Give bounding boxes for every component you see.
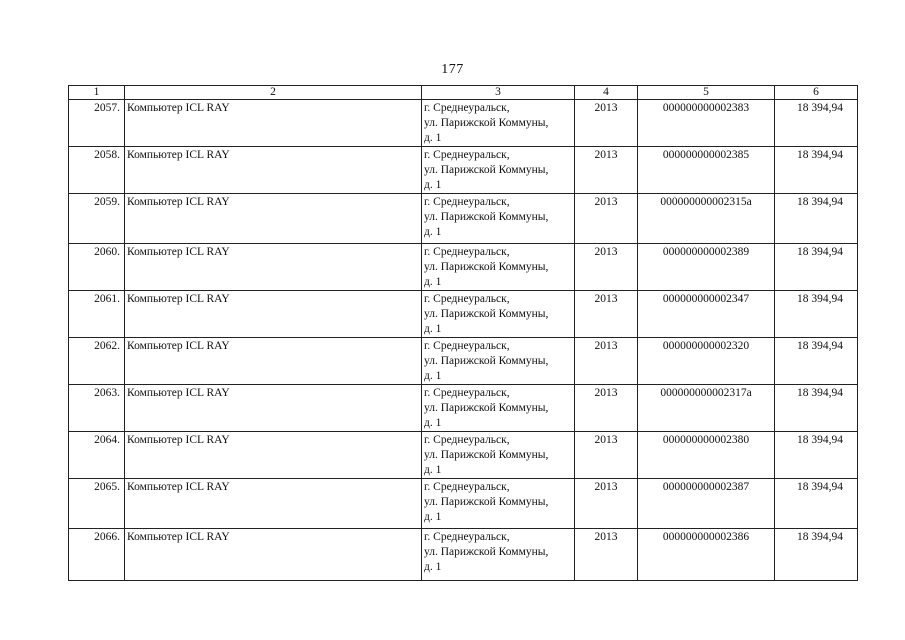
address-block xyxy=(424,338,574,384)
cost-cell xyxy=(775,529,858,581)
row-number-cell-text: 2064. xyxy=(94,434,120,446)
address-line: ул. Парижской Коммуны, xyxy=(424,496,549,508)
inventory-number-cell-text: 000000000002317а xyxy=(660,387,752,399)
cost-cell xyxy=(775,338,858,385)
address-block xyxy=(424,432,574,478)
inventory-number-cell-text: 000000000002385 xyxy=(662,149,750,161)
address-block xyxy=(424,291,574,337)
cost-cell-text: 18 394,94 xyxy=(797,531,843,543)
column-header-6: 6 xyxy=(775,86,858,100)
address-line: ул. Парижской Коммуны, xyxy=(424,308,549,320)
address-line: д. 1 xyxy=(424,464,442,476)
year-cell xyxy=(575,338,638,385)
address-cell xyxy=(422,147,575,194)
inventory-number-cell xyxy=(638,479,775,529)
address-line: д. 1 xyxy=(424,511,442,523)
year-cell-text: 2013 xyxy=(594,196,618,208)
inventory-number-cell xyxy=(638,338,775,385)
cost-cell xyxy=(775,100,858,147)
address-block xyxy=(424,100,574,146)
year-cell xyxy=(575,529,638,581)
row-number-cell-text: 2063. xyxy=(94,387,120,399)
inventory-number-cell-text: 000000000002380 xyxy=(662,434,750,446)
row-number-cell-text: 2065. xyxy=(94,481,120,493)
year-cell xyxy=(575,147,638,194)
item-name-cell xyxy=(125,194,422,244)
address-line: ул. Парижской Коммуны, xyxy=(424,355,549,367)
year-cell-text: 2013 xyxy=(594,481,618,493)
item-name-cell xyxy=(125,291,422,338)
address-cell xyxy=(422,432,575,479)
cost-cell-text: 18 394,94 xyxy=(797,387,843,399)
cost-cell xyxy=(775,291,858,338)
year-cell-text: 2013 xyxy=(594,293,618,305)
address-block xyxy=(424,529,574,575)
year-cell xyxy=(575,194,638,244)
cost-cell-text: 18 394,94 xyxy=(797,340,843,352)
inventory-number-cell xyxy=(638,147,775,194)
table-row xyxy=(69,194,858,244)
inventory-number-cell xyxy=(638,432,775,479)
year-cell xyxy=(575,100,638,147)
item-name-cell xyxy=(125,244,422,291)
address-line: г. Среднеуральск, xyxy=(424,434,510,446)
inventory-number-cell xyxy=(638,291,775,338)
property-table xyxy=(68,85,858,581)
table-row xyxy=(69,479,858,529)
year-cell-text: 2013 xyxy=(594,246,618,258)
address-line: ул. Парижской Коммуны, xyxy=(424,164,549,176)
table-row xyxy=(69,100,858,147)
address-line: г. Среднеуральск, xyxy=(424,102,510,114)
address-block xyxy=(424,479,574,525)
inventory-number-cell xyxy=(638,529,775,581)
inventory-number-cell xyxy=(638,385,775,432)
column-header-1: 1 xyxy=(69,86,125,100)
cost-cell xyxy=(775,147,858,194)
address-line: д. 1 xyxy=(424,561,442,573)
address-cell xyxy=(422,479,575,529)
row-number-cell-text: 2060. xyxy=(94,246,120,258)
address-line: ул. Парижской Коммуны, xyxy=(424,117,549,129)
address-block xyxy=(424,385,574,431)
cost-cell-text: 18 394,94 xyxy=(797,434,843,446)
row-number-cell-text: 2062. xyxy=(94,340,120,352)
year-cell-text: 2013 xyxy=(594,531,618,543)
cost-cell-text: 18 394,94 xyxy=(797,481,843,493)
item-name-cell-text: Компьютер ICL RAY xyxy=(127,196,230,208)
year-cell-text: 2013 xyxy=(594,102,618,114)
item-name-cell-text: Компьютер ICL RAY xyxy=(127,340,230,352)
address-line: г. Среднеуральск, xyxy=(424,149,510,161)
address-cell xyxy=(422,194,575,244)
table-row xyxy=(69,244,858,291)
table-row xyxy=(69,338,858,385)
item-name-cell xyxy=(125,147,422,194)
cost-cell-text: 18 394,94 xyxy=(797,102,843,114)
inventory-number-cell xyxy=(638,244,775,291)
address-line: г. Среднеуральск, xyxy=(424,387,510,399)
address-line: ул. Парижской Коммуны, xyxy=(424,449,549,461)
year-cell-text: 2013 xyxy=(594,149,618,161)
address-block xyxy=(424,244,574,290)
cost-cell xyxy=(775,479,858,529)
address-cell xyxy=(422,100,575,147)
item-name-cell-text: Компьютер ICL RAY xyxy=(127,387,230,399)
column-header-5: 5 xyxy=(638,86,775,100)
item-name-cell-text: Компьютер ICL RAY xyxy=(127,293,230,305)
item-name-cell xyxy=(125,479,422,529)
address-line: ул. Парижской Коммуны, xyxy=(424,211,549,223)
inventory-number-cell-text: 000000000002383 xyxy=(662,102,750,114)
table-row xyxy=(69,147,858,194)
year-cell-text: 2013 xyxy=(594,340,618,352)
item-name-cell xyxy=(125,432,422,479)
address-block xyxy=(424,147,574,193)
address-cell xyxy=(422,338,575,385)
cost-cell-text: 18 394,94 xyxy=(797,149,843,161)
address-line: д. 1 xyxy=(424,323,442,335)
item-name-cell-text: Компьютер ICL RAY xyxy=(127,246,230,258)
inventory-number-cell xyxy=(638,100,775,147)
item-name-cell xyxy=(125,100,422,147)
column-header-3: 3 xyxy=(422,86,575,100)
row-number-cell xyxy=(69,529,125,581)
item-name-cell xyxy=(125,338,422,385)
inventory-number-cell-text: 000000000002320 xyxy=(662,340,750,352)
table-row xyxy=(69,529,858,581)
address-line: г. Среднеуральск, xyxy=(424,340,510,352)
address-cell xyxy=(422,244,575,291)
year-cell xyxy=(575,432,638,479)
cost-cell-text: 18 394,94 xyxy=(797,196,843,208)
item-name-cell-text: Компьютер ICL RAY xyxy=(127,102,230,114)
item-name-cell xyxy=(125,385,422,432)
cost-cell-text: 18 394,94 xyxy=(797,293,843,305)
row-number-cell-text: 2059. xyxy=(94,196,120,208)
cost-cell xyxy=(775,385,858,432)
address-line: г. Среднеуральск, xyxy=(424,293,510,305)
address-line: д. 1 xyxy=(424,276,442,288)
address-line: г. Среднеуральск, xyxy=(424,531,510,543)
item-name-cell xyxy=(125,529,422,581)
item-name-cell-text: Компьютер ICL RAY xyxy=(127,434,230,446)
row-number-cell xyxy=(69,194,125,244)
address-line: д. 1 xyxy=(424,132,442,144)
row-number-cell xyxy=(69,147,125,194)
table-row xyxy=(69,432,858,479)
inventory-number-cell-text: 000000000002386 xyxy=(662,531,750,543)
row-number-cell xyxy=(69,100,125,147)
table-header-row xyxy=(69,86,858,100)
address-line: г. Среднеуральск, xyxy=(424,246,510,258)
item-name-cell-text: Компьютер ICL RAY xyxy=(127,149,230,161)
year-cell xyxy=(575,244,638,291)
row-number-cell-text: 2057. xyxy=(94,102,120,114)
page-number: 177 xyxy=(441,62,464,77)
row-number-cell xyxy=(69,338,125,385)
address-line: г. Среднеуральск, xyxy=(424,481,510,493)
row-number-cell-text: 2058. xyxy=(94,149,120,161)
address-line: д. 1 xyxy=(424,417,442,429)
row-number-cell-text: 2066. xyxy=(94,531,120,543)
row-number-cell xyxy=(69,244,125,291)
address-line: д. 1 xyxy=(424,179,442,191)
column-header-4: 4 xyxy=(575,86,638,100)
address-line: д. 1 xyxy=(424,370,442,382)
inventory-number-cell-text: 000000000002347 xyxy=(662,293,750,305)
item-name-cell-text: Компьютер ICL RAY xyxy=(127,531,230,543)
row-number-cell-text: 2061. xyxy=(94,293,120,305)
address-cell xyxy=(422,385,575,432)
cost-cell xyxy=(775,194,858,244)
year-cell-text: 2013 xyxy=(594,434,618,446)
cost-cell-text: 18 394,94 xyxy=(797,246,843,258)
item-name-cell-text: Компьютер ICL RAY xyxy=(127,481,230,493)
address-cell xyxy=(422,291,575,338)
address-line: д. 1 xyxy=(424,226,442,238)
year-cell xyxy=(575,479,638,529)
address-block xyxy=(424,194,574,240)
address-line: ул. Парижской Коммуны, xyxy=(424,402,549,414)
row-number-cell xyxy=(69,385,125,432)
cost-cell xyxy=(775,244,858,291)
address-line: ул. Парижской Коммуны, xyxy=(424,261,549,273)
year-cell-text: 2013 xyxy=(594,387,618,399)
cost-cell xyxy=(775,432,858,479)
table-row xyxy=(69,385,858,432)
address-cell xyxy=(422,529,575,581)
year-cell xyxy=(575,385,638,432)
row-number-cell xyxy=(69,432,125,479)
inventory-number-cell-text: 000000000002387 xyxy=(662,481,750,493)
address-line: г. Среднеуральск, xyxy=(424,196,510,208)
address-line: ул. Парижской Коммуны, xyxy=(424,546,549,558)
table-row xyxy=(69,291,858,338)
inventory-number-cell-text: 000000000002315а xyxy=(660,196,752,208)
inventory-number-cell-text: 000000000002389 xyxy=(662,246,750,258)
year-cell xyxy=(575,291,638,338)
row-number-cell xyxy=(69,479,125,529)
column-header-2: 2 xyxy=(125,86,422,100)
row-number-cell xyxy=(69,291,125,338)
inventory-number-cell xyxy=(638,194,775,244)
